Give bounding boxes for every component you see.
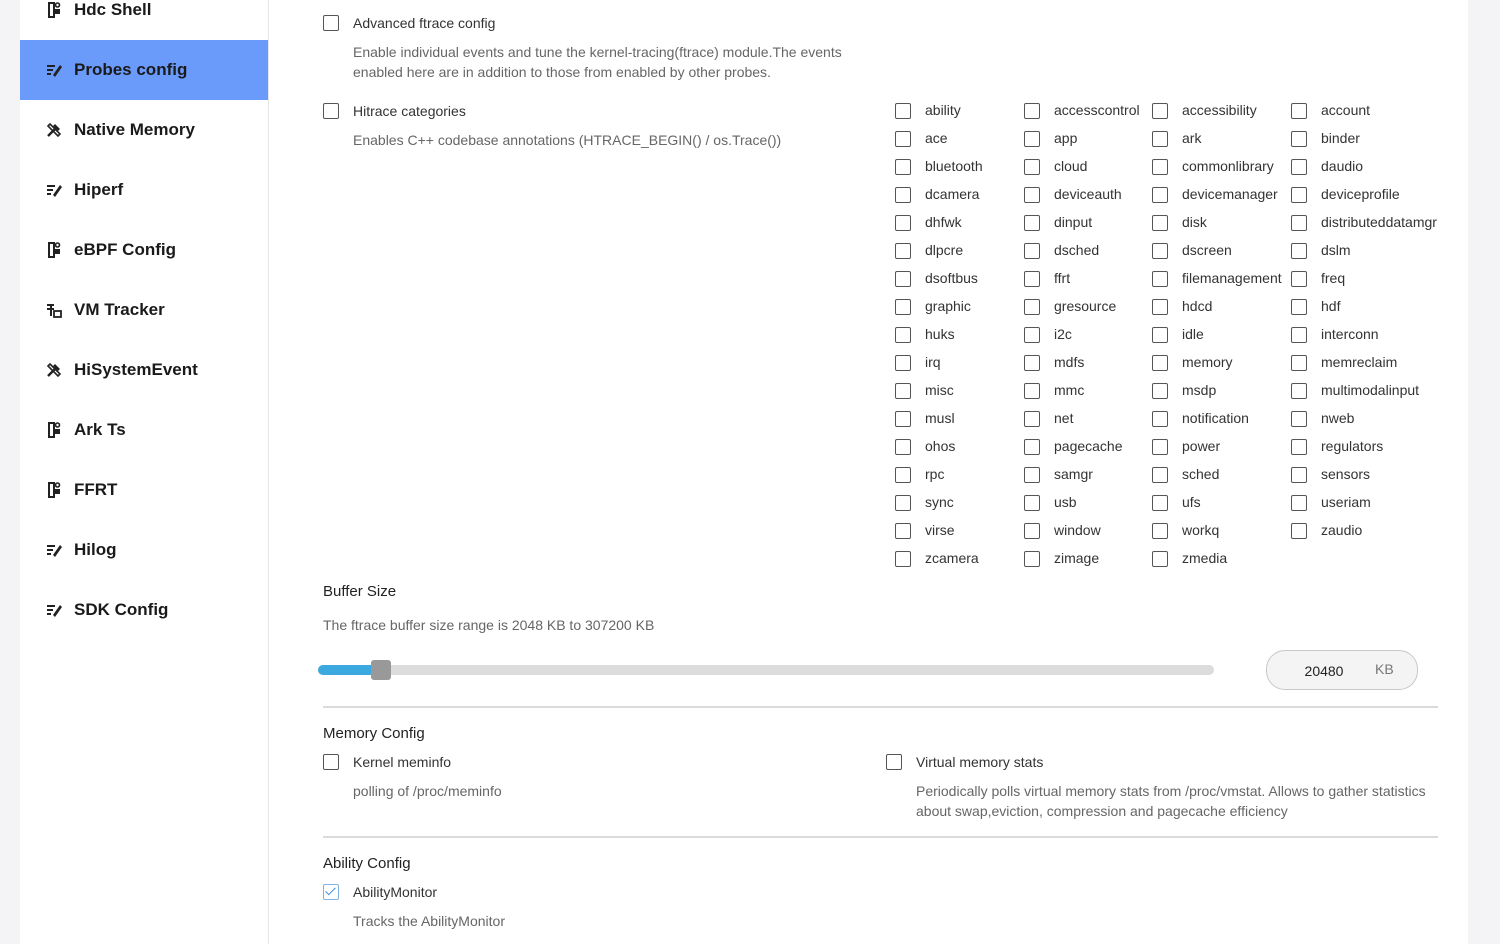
probes-config-icon xyxy=(44,60,64,80)
hitrace-category-label: sync xyxy=(925,494,954,510)
hitrace-category-checkbox[interactable] xyxy=(1152,467,1168,483)
advanced-ftrace-checkbox[interactable] xyxy=(323,15,339,31)
hitrace-category-checkbox[interactable] xyxy=(895,551,911,567)
hitrace-category-checkbox[interactable] xyxy=(895,131,911,147)
hitrace-category-checkbox[interactable] xyxy=(1291,215,1307,231)
sidebar xyxy=(20,0,269,944)
sidebar-item-vm-tracker[interactable] xyxy=(20,280,268,340)
hitrace-category-label: gresource xyxy=(1054,298,1117,314)
hiperf-icon xyxy=(44,180,64,200)
hitrace-category-checkbox[interactable] xyxy=(1024,103,1040,119)
sidebar-item-hiperf[interactable] xyxy=(20,160,268,220)
hitrace-category-label: freq xyxy=(1321,270,1346,286)
sidebar-item-ark-ts[interactable] xyxy=(20,400,268,460)
hitrace-category-label: distributeddatamgr xyxy=(1321,214,1437,230)
hitrace-category-checkbox[interactable] xyxy=(1152,495,1168,511)
hitrace-category-label: huks xyxy=(925,326,955,342)
sidebar-item-label: FFRT xyxy=(74,480,118,499)
hitrace-category-label: virse xyxy=(925,522,955,538)
hitrace-category-checkbox[interactable] xyxy=(1024,271,1040,287)
hitrace-category-checkbox[interactable] xyxy=(1291,383,1307,399)
hitrace-category-label: devicemanager xyxy=(1182,186,1278,202)
hitrace-category-checkbox[interactable] xyxy=(895,411,911,427)
hitrace-category-checkbox[interactable] xyxy=(1024,551,1040,567)
hitrace-category-label: daudio xyxy=(1321,158,1364,174)
section-divider xyxy=(323,706,1438,708)
hitrace-category-label: irq xyxy=(925,354,941,370)
hitrace-category-label: account xyxy=(1321,102,1371,118)
sdk-config-icon xyxy=(44,600,64,620)
hitrace-category-label: dscreen xyxy=(1182,242,1232,258)
hitrace-category-checkbox[interactable] xyxy=(1024,439,1040,455)
hitrace-category-label: workq xyxy=(1182,522,1220,538)
hitrace-category-checkbox[interactable] xyxy=(1152,159,1168,175)
hitrace-category-checkbox[interactable] xyxy=(895,467,911,483)
buffer-size-slider-track[interactable] xyxy=(318,665,1214,675)
vm-tracker-icon xyxy=(44,300,64,320)
hitrace-category-label: accesscontrol xyxy=(1054,102,1140,118)
hitrace-category-checkbox[interactable] xyxy=(1291,103,1307,119)
hitrace-category-label: dsoftbus xyxy=(925,270,978,286)
hitrace-category-checkbox[interactable] xyxy=(1024,187,1040,203)
hitrace-category-label: memreclaim xyxy=(1321,354,1398,370)
hitrace-category-checkbox[interactable] xyxy=(1024,131,1040,147)
sidebar-item-ebpf-config[interactable] xyxy=(20,220,268,280)
hitrace-category-label: disk xyxy=(1182,214,1207,230)
hitrace-category-checkbox[interactable] xyxy=(895,215,911,231)
hitrace-category-label: deviceprofile xyxy=(1321,186,1400,202)
hitrace-category-checkbox[interactable] xyxy=(1024,467,1040,483)
hitrace-category-checkbox[interactable] xyxy=(895,103,911,119)
buffer-size-field xyxy=(1266,650,1418,690)
hitrace-category-label: rpc xyxy=(925,466,945,482)
ark-ts-icon xyxy=(44,420,64,440)
hitrace-category-checkbox[interactable] xyxy=(895,271,911,287)
hitrace-category-checkbox[interactable] xyxy=(1152,243,1168,259)
hitrace-category-checkbox[interactable] xyxy=(1024,383,1040,399)
hitrace-category-label: window xyxy=(1054,522,1101,538)
advanced-ftrace-description-line1: Enable individual events and tune the kernel-tracing(ftrace) module.The events xyxy=(353,44,842,60)
hitrace-category-checkbox[interactable] xyxy=(1152,187,1168,203)
hitrace-category-checkbox[interactable] xyxy=(1024,411,1040,427)
hitrace-category-checkbox[interactable] xyxy=(1024,523,1040,539)
hitrace-category-checkbox[interactable] xyxy=(1291,467,1307,483)
hitrace-category-label: useriam xyxy=(1321,494,1371,510)
hitrace-category-checkbox[interactable] xyxy=(1291,299,1307,315)
memory-config-title: Memory Config xyxy=(323,725,425,742)
hitrace-category-label: binder xyxy=(1321,130,1360,146)
hitrace-category-label: i2c xyxy=(1054,326,1072,342)
sidebar-item-native-memory[interactable] xyxy=(20,100,268,160)
hitrace-category-label: dhfwk xyxy=(925,214,962,230)
virtual-memory-stats-checkbox[interactable] xyxy=(886,754,902,770)
hdc-shell-icon xyxy=(44,0,64,20)
hitrace-category-checkbox[interactable] xyxy=(895,523,911,539)
hitrace-category-label: ace xyxy=(925,130,948,146)
hitrace-category-checkbox[interactable] xyxy=(895,327,911,343)
hitrace-category-checkbox[interactable] xyxy=(1152,271,1168,287)
hitrace-category-label: interconn xyxy=(1321,326,1379,342)
hitrace-category-label: power xyxy=(1182,438,1221,454)
sidebar-item-label: Hiperf xyxy=(74,180,124,199)
hitrace-category-label: net xyxy=(1054,410,1074,426)
hitrace-category-label: musl xyxy=(925,410,955,426)
sidebar-item-label: Probes config xyxy=(74,60,188,79)
sidebar-item-label: HiSystemEvent xyxy=(74,360,198,379)
hitrace-category-label: filemanagement xyxy=(1182,270,1282,286)
sidebar-item-label: VM Tracker xyxy=(74,300,165,319)
hitrace-category-label: multimodalinput xyxy=(1321,382,1420,398)
hitrace-category-checkbox[interactable] xyxy=(1291,187,1307,203)
ability-config-title: Ability Config xyxy=(323,855,411,872)
section-divider xyxy=(323,836,1438,838)
hitrace-category-label: ability xyxy=(925,102,961,118)
hitrace-category-label: cloud xyxy=(1054,158,1088,174)
hitrace-category-label: sensors xyxy=(1321,466,1371,482)
hitrace-category-label: zaudio xyxy=(1321,522,1363,538)
hitrace-category-label: dcamera xyxy=(925,186,980,202)
sidebar-item-probes-config[interactable] xyxy=(20,40,268,100)
virtual-memory-description-line1: Periodically polls virtual memory stats from /proc/vmstat. Allows to gather statistics xyxy=(916,783,1426,799)
hitrace-category-label: memory xyxy=(1182,354,1233,370)
sidebar-item-label: Hilog xyxy=(74,540,117,559)
hitrace-category-checkbox[interactable] xyxy=(1291,439,1307,455)
hitrace-category-checkbox[interactable] xyxy=(1291,243,1307,259)
hitrace-category-checkbox[interactable] xyxy=(1024,215,1040,231)
sidebar-item-label: Native Memory xyxy=(74,120,195,139)
hitrace-category-label: nweb xyxy=(1321,410,1355,426)
hitrace-category-checkbox[interactable] xyxy=(1024,243,1040,259)
hitrace-category-checkbox[interactable] xyxy=(1152,551,1168,567)
hitrace-category-label: zmedia xyxy=(1182,550,1228,566)
hisystemevent-icon xyxy=(44,360,64,380)
ability-monitor-label: AbilityMonitor xyxy=(353,884,438,900)
hitrace-category-label: accessibility xyxy=(1182,102,1257,118)
buffer-size-description: The ftrace buffer size range is 2048 KB to 307200 KB xyxy=(323,617,655,633)
hitrace-category-label: deviceauth xyxy=(1054,186,1122,202)
hitrace-category-label: mmc xyxy=(1054,382,1085,398)
sidebar-item-hisystemevent[interactable] xyxy=(20,340,268,400)
hitrace-category-checkbox[interactable] xyxy=(1152,523,1168,539)
hitrace-category-checkbox[interactable] xyxy=(1024,495,1040,511)
hitrace-category-checkbox[interactable] xyxy=(1291,523,1307,539)
advanced-ftrace-description xyxy=(353,42,842,82)
hitrace-categories-checkbox[interactable] xyxy=(323,103,339,119)
hitrace-category-label: mdfs xyxy=(1054,354,1085,370)
hitrace-category-label: hdf xyxy=(1321,298,1341,314)
ability-monitor-checkbox[interactable] xyxy=(323,884,339,900)
advanced-ftrace-label: Advanced ftrace config xyxy=(353,15,496,31)
buffer-size-slider-thumb[interactable] xyxy=(371,660,391,680)
hitrace-category-checkbox[interactable] xyxy=(895,187,911,203)
hitrace-category-label: zcamera xyxy=(925,550,979,566)
hitrace-category-checkbox[interactable] xyxy=(1152,299,1168,315)
hitrace-category-checkbox[interactable] xyxy=(895,299,911,315)
buffer-size-input[interactable] xyxy=(1287,659,1361,683)
hitrace-category-checkbox[interactable] xyxy=(895,439,911,455)
hitrace-category-label: ufs xyxy=(1182,494,1201,510)
hitrace-category-label: pagecache xyxy=(1054,438,1123,454)
hitrace-category-checkbox[interactable] xyxy=(1024,355,1040,371)
hitrace-category-label: hdcd xyxy=(1182,298,1213,314)
hitrace-category-checkbox[interactable] xyxy=(895,383,911,399)
hitrace-category-checkbox[interactable] xyxy=(1024,159,1040,175)
hitrace-category-label: notification xyxy=(1182,410,1249,426)
ebpf-config-icon xyxy=(44,240,64,260)
hitrace-description: Enables C++ codebase annotations (HTRACE_BEGIN() / os.Trace()) xyxy=(353,132,782,148)
hitrace-category-checkbox[interactable] xyxy=(1024,299,1040,315)
hitrace-category-label: graphic xyxy=(925,298,971,314)
hitrace-category-label: samgr xyxy=(1054,466,1093,482)
hitrace-category-checkbox[interactable] xyxy=(1291,411,1307,427)
hitrace-category-label: regulators xyxy=(1321,438,1384,454)
ffrt-icon xyxy=(44,480,64,500)
hitrace-category-checkbox[interactable] xyxy=(1152,327,1168,343)
hitrace-category-checkbox[interactable] xyxy=(1291,495,1307,511)
sidebar-item-label: SDK Config xyxy=(74,600,169,619)
virtual-memory-description-line2: about swap,eviction, compression and pagecache efficiency xyxy=(916,803,1288,819)
sidebar-item-ffrt[interactable] xyxy=(20,460,268,520)
hitrace-category-label: app xyxy=(1054,130,1078,146)
hitrace-category-checkbox[interactable] xyxy=(1152,215,1168,231)
sidebar-item-label: eBPF Config xyxy=(74,240,176,259)
hitrace-category-checkbox[interactable] xyxy=(1291,327,1307,343)
hitrace-category-checkbox[interactable] xyxy=(895,355,911,371)
hitrace-category-label: misc xyxy=(925,382,954,398)
hitrace-category-label: dinput xyxy=(1054,214,1093,230)
hitrace-category-checkbox[interactable] xyxy=(1291,159,1307,175)
hitrace-categories-label: Hitrace categories xyxy=(353,103,466,119)
hitrace-category-checkbox[interactable] xyxy=(1152,103,1168,119)
hitrace-category-label: commonlibrary xyxy=(1182,158,1274,174)
hitrace-category-checkbox[interactable] xyxy=(1291,355,1307,371)
kernel-meminfo-label: Kernel meminfo xyxy=(353,754,452,770)
hitrace-category-label: idle xyxy=(1182,326,1204,342)
sidebar-item-hdc-shell[interactable] xyxy=(20,0,268,40)
native-memory-icon xyxy=(44,120,64,140)
hitrace-category-label: ark xyxy=(1182,130,1202,146)
hitrace-category-label: bluetooth xyxy=(925,158,983,174)
sidebar-item-label: Ark Ts xyxy=(74,420,126,439)
hitrace-category-checkbox[interactable] xyxy=(1152,439,1168,455)
hitrace-category-checkbox[interactable] xyxy=(1291,131,1307,147)
buffer-size-unit: KB xyxy=(1375,661,1394,677)
buffer-size-title: Buffer Size xyxy=(323,583,397,600)
sidebar-item-label: Hdc Shell xyxy=(74,0,152,19)
hitrace-category-label: dsched xyxy=(1054,242,1100,258)
hitrace-category-label: ohos xyxy=(925,438,956,454)
hitrace-category-label: msdp xyxy=(1182,382,1217,398)
hitrace-category-label: zimage xyxy=(1054,550,1100,566)
hitrace-category-checkbox[interactable] xyxy=(1291,271,1307,287)
hitrace-category-checkbox[interactable] xyxy=(1152,131,1168,147)
hilog-icon xyxy=(44,540,64,560)
ability-monitor-description: Tracks the AbilityMonitor xyxy=(353,913,505,929)
sidebar-item-sdk-config[interactable] xyxy=(20,580,268,640)
hitrace-category-checkbox[interactable] xyxy=(1152,411,1168,427)
hitrace-category-label: dslm xyxy=(1321,242,1351,258)
probes-config-panel xyxy=(269,0,1468,944)
hitrace-category-label: ffrt xyxy=(1054,270,1071,286)
hitrace-category-checkbox[interactable] xyxy=(895,159,911,175)
hitrace-category-checkbox[interactable] xyxy=(895,243,911,259)
hitrace-category-checkbox[interactable] xyxy=(1152,355,1168,371)
virtual-memory-stats-label: Virtual memory stats xyxy=(916,754,1044,770)
advanced-ftrace-description-line2: enabled here are in addition to those from enabled by other probes. xyxy=(353,64,771,80)
kernel-meminfo-description: polling of /proc/meminfo xyxy=(353,783,502,799)
hitrace-category-label: sched xyxy=(1182,466,1220,482)
kernel-meminfo-checkbox[interactable] xyxy=(323,754,339,770)
hitrace-category-label: dlpcre xyxy=(925,242,964,258)
hitrace-category-checkbox[interactable] xyxy=(1152,383,1168,399)
hitrace-category-checkbox[interactable] xyxy=(895,495,911,511)
hitrace-category-checkbox[interactable] xyxy=(1024,327,1040,343)
sidebar-item-hilog[interactable] xyxy=(20,520,268,580)
hitrace-category-label: usb xyxy=(1054,494,1077,510)
virtual-memory-stats-description xyxy=(916,781,1426,821)
